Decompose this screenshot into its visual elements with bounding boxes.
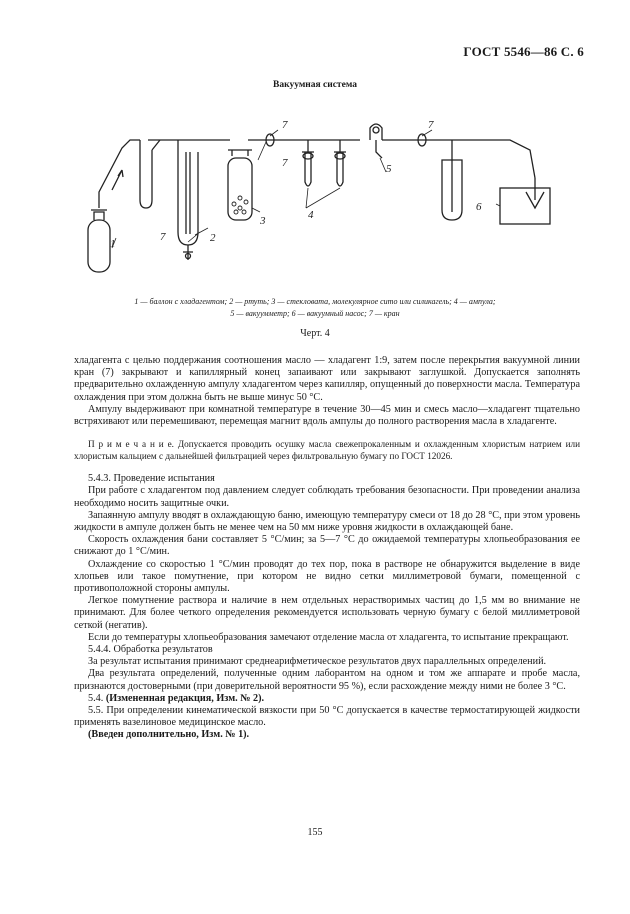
figure-caption: Черт. 4 [300,328,330,339]
label-7b: 7 [282,119,288,131]
vacuum-gauge [370,124,382,158]
ampoule-left [302,140,314,186]
label-7d: 7 [428,119,434,131]
figure-title: Вакуумная система [273,80,357,90]
paragraph: Охлаждение со скоростью 1 °C/мин проводят до тех пор, пока в растворе не обнаружится выделение в виде хлопьев или такое помутнение, при котором не видно сетки миллиметровой бумаги, помещенной с противоположной стороны ампулы. [74,558,580,595]
paragraph: Легкое помутнение раствора и наличие в нем отдельных нерастворимых частиц до 1,5 мм во внимание не принимают. Для более четкого определения рекомендуется использовать черную бумагу с белой миллиметровой сеткой (негатив). [74,595,580,631]
label-4: 4 [308,209,314,221]
refrigerant-cylinder [88,220,110,272]
label-1: 1 [110,238,116,250]
label-7c: 7 [282,157,288,169]
vacuum-system-diagram [60,100,570,280]
amendment-note: (Введен дополнительно, Изм. № 1). [88,729,250,741]
label-6: 6 [476,201,482,213]
paragraph: Скорость охлаждения бани составляет 5 °C/мин; за 5—7 °C до ожидаемой температуры хлопьеобразования ее снижают до 1 °C/мин. [74,534,580,558]
body-text [74,355,580,742]
sieve-column [228,158,252,220]
note [74,439,580,462]
mercury-trap [178,140,198,245]
figure-legend [60,296,570,320]
paragraph: При работе с хладагентом под давлением следует соблюдать требования безопасности. При проведении анализа необходимо носить защитные очки. [74,485,580,509]
document-header: ГОСТ 5546—86 С. 6 [463,44,584,59]
amendment-text: (Измененная редакция, Изм. № 2). [105,692,265,704]
page-number: 155 [307,827,323,838]
paragraph: Запаянную ампулу вводят в охлаждающую баню, имеющую температуру смеси от 18 до 28 °C, при этом уровень жидкости в ампуле должен быть не менее чем на 50 мм ниже уровня жидкости в охлаждающей бане. [74,509,580,534]
label-2: 2 [210,232,216,244]
paragraph: За результат испытания принимают среднеарифметическое результатов двух параллельных определений. [88,656,547,668]
paragraph: хладагента с целью поддержания соотношения масло — хладагент 1:9, затем после перекрытия вакуумной линии кран (7) закрывают и капиллярный конец запаивают или закрывают заглушкой. Допускается заполнять предварительно охлажденную ампулу хладагентом через капилляр, опущенный до поверхности масла. Температура охлаждения при этом должна быть не выше минус 50 °C. [74,355,580,403]
label-3: 3 [260,215,266,227]
amendment-note [74,693,580,705]
ampoule-right [334,140,346,186]
flow-arrow [112,170,123,190]
note-text: Допускается проводить осушку масла свежепрокаленным и охлажденным хлористым натрием или хлористым кальцием с дальнейшей фильтрацией через фильтровальную бумагу по ГОСТ 12026. [74,439,580,461]
section-heading: 5.4.4. Обработка результатов [88,644,213,656]
legend-line-1: 1 — баллон с хладагентом; 2 — ртуть; 3 — стекловата, молекулярное сито или силикагель; 4 — ампула; [134,297,496,306]
section-heading: 5.4.3. Проведение испытания [88,473,215,485]
paragraph: 5.5. При определении кинематической вязкости при 50 °C допускается в качестве термостатирующей жидкости применять вазелиновое медицинское масло. [74,705,580,729]
clause-number: 5.4. [88,692,106,704]
label-5: 5 [386,163,392,175]
note-label: П р и м е ч а н и е. [88,439,174,450]
label-7a: 7 [160,231,166,243]
legend-line-2: 5 — вакуумметр; 6 — вакуумный насос; 7 — кран [230,309,400,318]
u-trap [140,140,160,208]
paragraph: Если до температуры хлопьеобразования замечают отделение масла от хладагента, то испытание прекращают. [88,631,569,643]
paragraph: Два результата определений, полученные одним лаборантом на одном и том же аппарате и пробе масла, признаются достоверными (при доверительной вероятности 95 %), если расхождение между ними не более 3 °C. [74,668,580,692]
paragraph: Ампулу выдерживают при комнатной температуре в течение 30—45 мин и смесь масло—хладагент тщательно встряхивают или перемешивают, перемещая магнит вдоль ампулы до полного растворения масла в хладагенте. [74,403,580,428]
